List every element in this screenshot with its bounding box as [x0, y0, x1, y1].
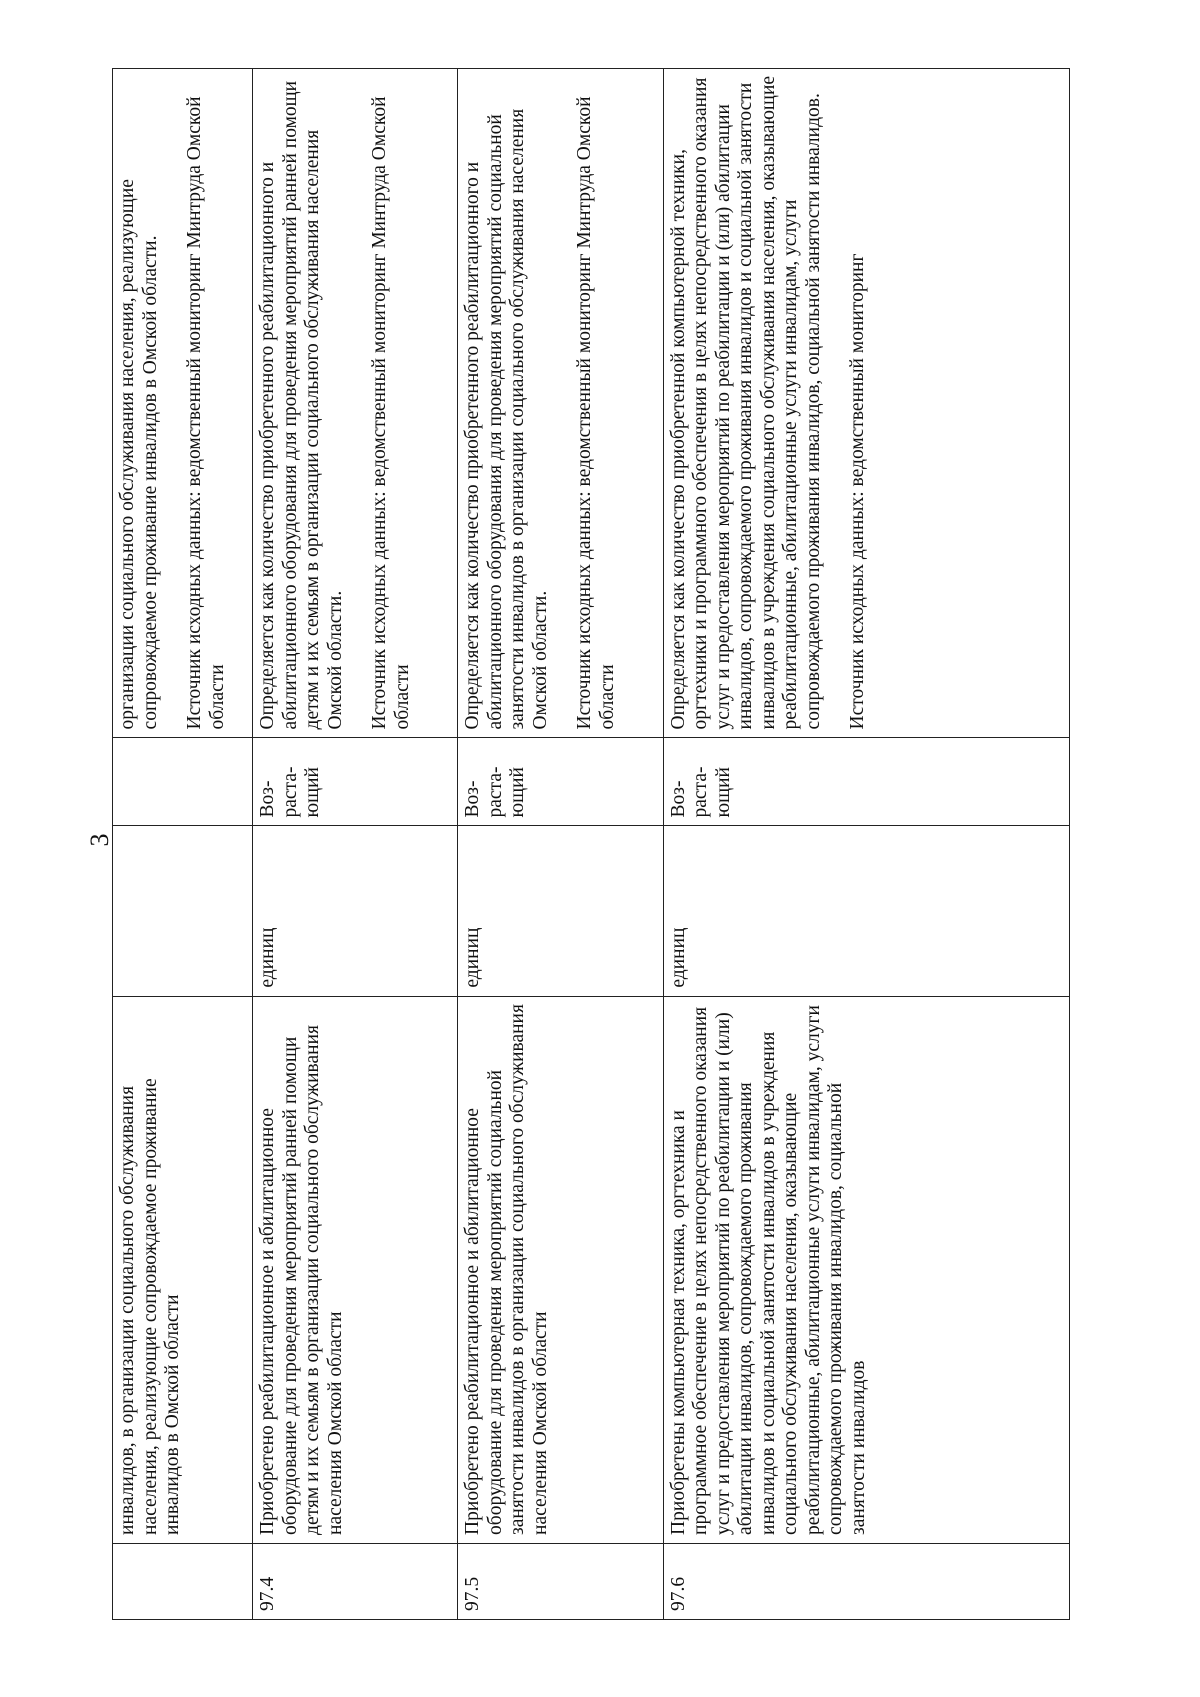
calculation-method-cell [113, 69, 253, 738]
row-number: 97.6 [663, 1543, 1069, 1619]
rotated-table-sheet [112, 68, 1070, 1620]
page-number: 3 [85, 833, 114, 847]
table-row [253, 69, 458, 1620]
table-row [663, 69, 1069, 1620]
table-row [458, 69, 663, 1620]
data-source: Источник исходных данных: ведомственный мониторинг Минтруда Омской области [369, 96, 413, 730]
calculation-method: Определяется как количество приобретенного реабилитационного и абилитационного оборудования для проведения мероприятий социальной занятости инвалидов в организации социального обслуживания населения Омской области. [462, 108, 551, 730]
calculation-method-cell [253, 69, 458, 738]
row-number: 97.4 [253, 1543, 458, 1619]
calculation-method: Определяется как количество приобретенного реабилитационного и абилитационного оборудования для проведения мероприятий ранней помощи детям и их семьям в организации социального обслуживания населения Омской области. [257, 80, 346, 730]
trend-direction [113, 738, 253, 826]
calculation-method-cell [458, 69, 663, 738]
unit-of-measure: единиц [663, 826, 1069, 996]
trend-direction: Воз-раста-ющий [663, 738, 1069, 826]
indicator-name: Приобретено реабилитационное и абилитационное оборудование для проведения мероприятий ранней помощи детям и их семьям в организации социального обслуживания населения Омской области [253, 996, 458, 1543]
indicator-name: Приобретены компьютерная техника, оргтехника и программное обеспечение в целях непосредственного оказания услуг и предоставления мероприятий по реабилитации и (или) абилитации инвалидов, сопровождаемого проживания инвалидов и социальной занятости инвалидов в учреждения социального обслуживания населения, оказывающие реабилитационные, абилитационные услуги инвалидам, услуги сопровождаемого проживания инвалидов, социальной занятости инвалидов [663, 996, 1069, 1543]
indicator-name: Приобретено реабилитационное и абилитационное оборудование для проведения мероприятий социальной занятости инвалидов в организации социального обслуживания населения Омской области [458, 996, 663, 1543]
indicator-name: инвалидов, в организации социального обслуживания населения, реализующие сопровождаемое проживание инвалидов в Омской области [113, 996, 253, 1543]
calculation-method-cell [663, 69, 1069, 738]
data-source: Источник исходных данных: ведомственный мониторинг [847, 253, 869, 730]
indicators-table [112, 68, 1070, 1620]
data-source: Источник исходных данных: ведомственный мониторинг Минтруда Омской области [574, 96, 618, 730]
row-number: 97.5 [458, 1543, 663, 1619]
trend-direction: Воз-раста-ющий [458, 738, 663, 826]
table-row [113, 69, 253, 1620]
calculation-method: Определяется как количество приобретенной компьютерной техники, оргтехники и программного обеспечения в целях непосредственного оказания услуг и предоставления мероприятий по реабилитации и (или) абилитации инвалидов, сопровождаемого проживания инвалидов и социальной занятости инвалидов в учреждения социального обслуживания населения, оказывающие реабилитационные, абилитационные услуги инвалидам, услуги сопровождаемого проживания инвалидов, социальной занятости инвалидов. [667, 75, 824, 730]
unit-of-measure: единиц [253, 826, 458, 996]
trend-direction: Воз-раста-ющий [253, 738, 458, 826]
row-number [113, 1543, 253, 1619]
unit-of-measure [113, 826, 253, 996]
data-source: Источник исходных данных: ведомственный мониторинг Минтруда Омской области [184, 96, 228, 730]
unit-of-measure: единиц [458, 826, 663, 996]
calculation-method: организации социального обслуживания населения, реализующие сопровождаемое проживание инвалидов в Омской области. [117, 179, 161, 730]
